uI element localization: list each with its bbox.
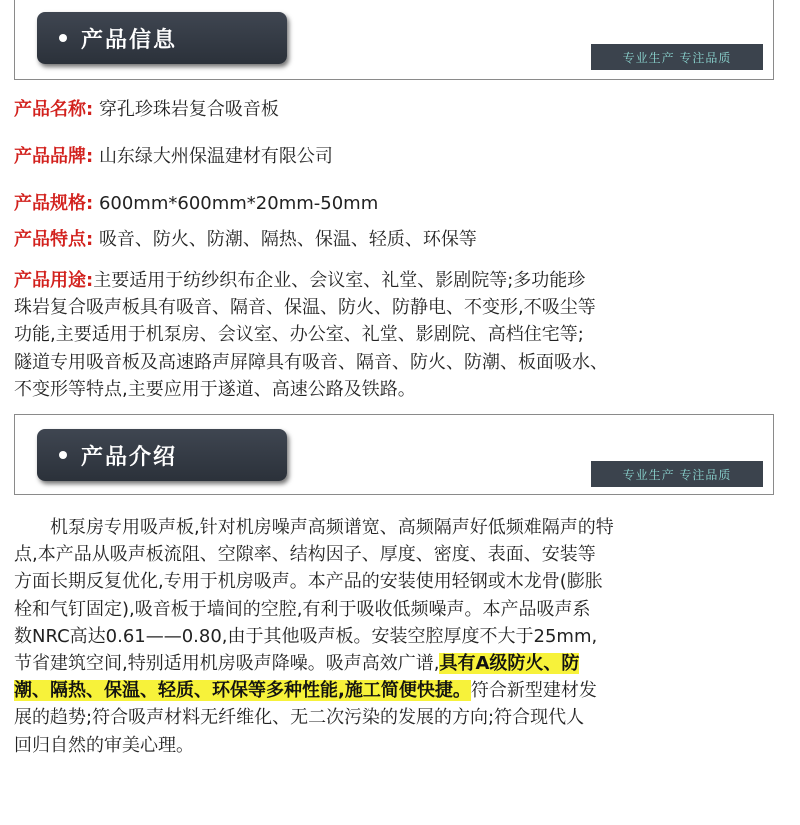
intro-line: 数NRC高达0.61——0.80,由于其他吸声板。安装空腔厚度不大于25mm, xyxy=(14,625,598,647)
intro-paragraph xyxy=(14,514,784,759)
intro-line: 机泵房专用吸声板,针对机房噪声高频谱宽、高频隔声好低频难隔声的特 xyxy=(50,517,614,538)
product-intro-header-box xyxy=(14,414,774,495)
intro-line: 潮、隔热、保温、轻质、环保等多种性能,施工简便快捷。符合新型建材发 xyxy=(14,680,597,702)
product-info-header-box xyxy=(14,0,774,80)
info-label: 产品名称: xyxy=(14,99,94,120)
usage-line: 不变形等特点,主要应用于遂道、高速公路及铁路。 xyxy=(14,378,416,400)
intro-line: 展的趋势;符合吸声材料无纤维化、无二次污染的发展的方向;符合现代人 xyxy=(14,707,585,729)
info-row-spec xyxy=(14,190,786,217)
info-row-name xyxy=(14,96,786,123)
usage-paragraph xyxy=(14,267,784,403)
usage-line: 珠岩复合吸声板具有吸音、隔音、保温、防火、防静电、不变形,不吸尘等 xyxy=(14,297,596,319)
highlight-text: 潮、隔热、保温、轻质、环保等多种性能,施工简便快捷。 xyxy=(14,680,471,702)
info-value: 600mm*600mm*20mm-50mm xyxy=(98,193,379,214)
intro-line: 方面长期反复优化,专用于机房吸声。本产品的安装使用轻钢或木龙骨(膨胀 xyxy=(14,571,603,593)
highlight-text: 具有A级防火、防 xyxy=(439,653,580,675)
product-intro-title: 产品介绍 xyxy=(81,444,178,470)
product-info-title: 产品信息 xyxy=(81,27,178,53)
intro-line: 节省建筑空间,特别适用机房吸声降噪。吸声高效广谱,具有A级防火、防 xyxy=(14,653,580,675)
info-value: 穿孔珍珠岩复合吸音板 xyxy=(98,99,279,120)
intro-line: 点,本产品从吸声板流阻、空隙率、结构因子、厚度、密度、表面、安装等 xyxy=(14,544,596,566)
intro-line: 回归自然的审美心理。 xyxy=(14,734,194,756)
info-value: 山东绿大州保温建材有限公司 xyxy=(98,146,333,167)
info-row-brand xyxy=(14,143,786,170)
product-intro-title-pill xyxy=(37,429,287,481)
intro-line: 栓和气钉固定),吸音板于墙间的空腔,有利于吸收低频噪声。本产品吸声系 xyxy=(14,598,591,620)
usage-line: 产品用途:主要适用于纺纱织布企业、会议室、礼堂、影剧院等;多功能珍 xyxy=(14,270,586,291)
usage-line: 功能,主要适用于机泵房、会议室、办公室、礼堂、影剧院、高档住宅等; xyxy=(14,324,584,346)
usage-label: 产品用途: xyxy=(14,270,94,291)
bullet-icon xyxy=(59,34,67,42)
product-info-title-pill xyxy=(37,12,287,64)
info-label: 产品规格: xyxy=(14,193,94,214)
product-intro-tag: 专业生产 专注品质 xyxy=(591,461,763,487)
info-label: 产品品牌: xyxy=(14,146,94,167)
bullet-icon xyxy=(59,451,67,459)
info-value: 吸音、防火、防潮、隔热、保温、轻质、环保等 xyxy=(98,229,477,250)
usage-line: 隧道专用吸音板及高速路声屏障具有吸音、隔音、防火、防潮、板面吸水、 xyxy=(14,351,608,373)
info-row-features xyxy=(14,226,786,253)
info-label: 产品特点: xyxy=(14,229,94,250)
product-info-tag: 专业生产 专注品质 xyxy=(591,44,763,70)
